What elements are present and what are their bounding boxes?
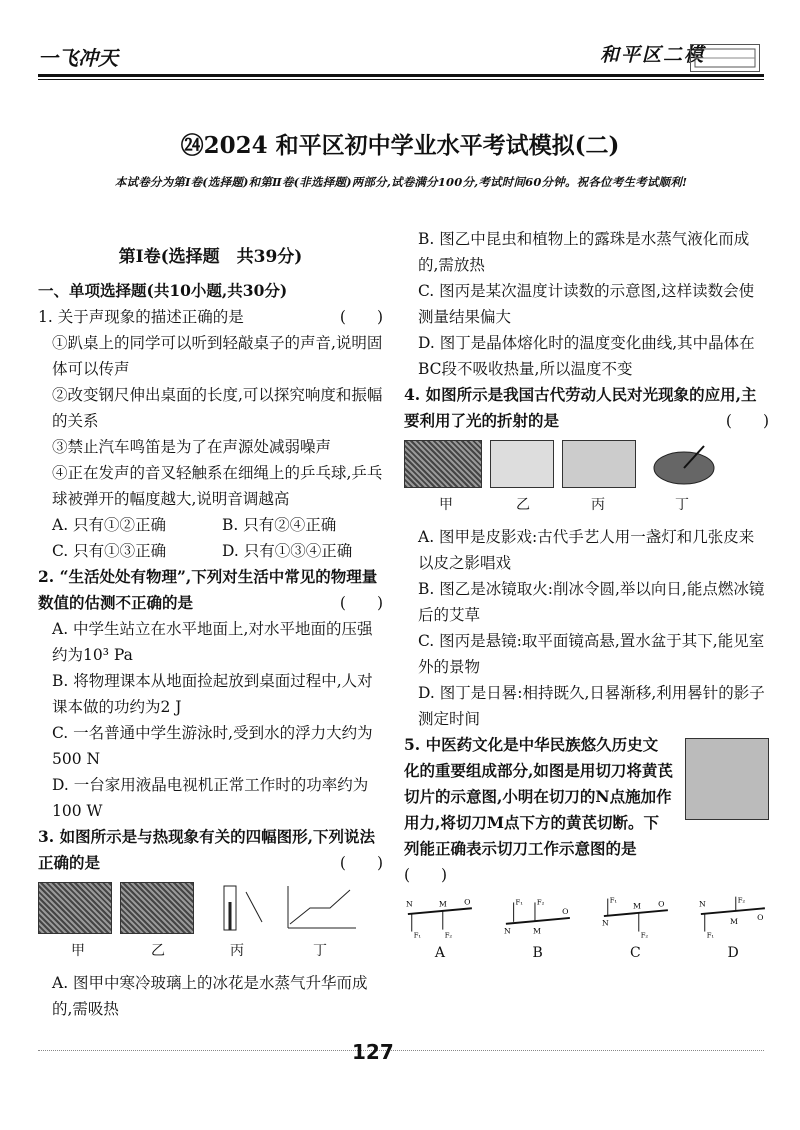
q1-options-row1: A. 只有①②正确 B. 只有②④正确 [52, 516, 337, 534]
lever-diagram-c [600, 894, 672, 940]
q1-stem: 1. 关于声现象的描述正确的是 ( ) [38, 308, 383, 326]
svg-text:F₂: F₂ [444, 931, 453, 940]
svg-text:N: N [601, 918, 609, 928]
svg-text:M: M [438, 899, 447, 909]
q5-block [404, 732, 769, 888]
melting-curve-icon [280, 882, 360, 934]
dew-image [120, 882, 194, 934]
svg-text:F₁: F₁ [413, 931, 422, 940]
exam-subtitle: 本试卷分为第Ⅰ卷(选择题)和第Ⅱ卷(非选择题)两部分,试卷满分100分,考试时间60分钟。祝各位考生考试顺利! [114, 175, 688, 189]
svg-text:O: O [561, 907, 569, 917]
q1-item-2: ②改变钢尺伸出桌面的长度,可以探究响度和振幅的关系 [52, 386, 383, 430]
header-right-title: 和平区二模 [600, 44, 706, 66]
q1-options-row2: C. 只有①③正确 D. 只有①③④正确 [52, 542, 353, 560]
header-divider-thin [38, 79, 764, 80]
header-divider [38, 74, 764, 77]
q3-option-d: D. 图丁是晶体熔化时的温度变化曲线,其中晶体在BC段不吸收热量,所以温度不变 [418, 334, 755, 378]
q4-option-d: D. 图丁是日晷:相持既久,日晷渐移,利用晷针的影子测定时间 [418, 684, 765, 728]
q1-item-4: ④正在发声的音叉轻触系在细绳上的乒乓球,乒乓球被弹开的幅度越大,说明音调越高 [52, 464, 383, 508]
q4-figures [404, 440, 769, 488]
sundial-icon [644, 440, 724, 488]
svg-text:N: N [503, 926, 511, 936]
q4-option-c: C. 图丙是悬镜:取平面镜高悬,置水盆于其下,能见室外的景物 [418, 632, 765, 676]
svg-text:M: M [730, 916, 739, 926]
lever-diagram-b [502, 894, 574, 940]
svg-text:F₂: F₂ [536, 898, 545, 907]
q5-stem: 5. 中医药文化是中华民族悠久历史文化的重要组成部分,如图是用切刀将黄芪切片的示意图,小明在切刀的N点施加作用力,将切刀M点下方的黄芪切断。下列能正确表示切刀工作示意图的是( ) [404, 735, 673, 884]
left-column [38, 238, 383, 1022]
q3-option-c: C. 图丙是某次温度计读数的示意图,这样读数会使测量结果偏大 [418, 282, 755, 326]
svg-text:N: N [699, 899, 706, 909]
svg-text:M: M [532, 926, 541, 936]
q2-option-c: C. 一名普通中学生游泳时,受到水的浮力大约为500 N [52, 724, 373, 768]
svg-text:F₂: F₂ [640, 931, 648, 940]
svg-text:O: O [657, 899, 665, 909]
svg-text:F₁: F₁ [706, 931, 715, 940]
svg-text:O: O [464, 897, 471, 907]
q2-option-a: A. 中学生站立在水平地面上,对水平地面的压强约为10³ Pa [52, 620, 373, 664]
lever-diagram-d [697, 894, 769, 940]
q3-figures [38, 882, 383, 934]
q2-option-b: B. 将物理课本从地面捡起放到桌面过程中,人对课本做的功约为2 J [52, 672, 373, 716]
q3-option-b: B. 图乙中昆虫和植物上的露珠是水蒸气液化而成的,需放热 [418, 230, 750, 274]
frost-image [38, 882, 112, 934]
svg-text:M: M [632, 901, 641, 911]
q3-stem: 3. 如图所示是与热现象有关的四幅图形,下列说法正确的是 ( ) [38, 827, 383, 872]
hanging-mirror-image [562, 440, 636, 488]
page-number: 127 [352, 1040, 394, 1064]
q3-option-a: A. 图甲中寒冷玻璃上的冰花是水蒸气升华而成的,需吸热 [52, 974, 368, 1018]
thermometer-icon [202, 882, 272, 934]
shadow-play-image [404, 440, 482, 488]
header-logo-icon [690, 44, 760, 72]
q5-lever-diagrams [404, 894, 769, 940]
q5-captions: A B C D [434, 945, 739, 961]
svg-text:F₁: F₁ [609, 896, 617, 905]
cutting-knife-image [685, 738, 769, 820]
q1-item-1: ①趴桌上的同学可以听到轻敲桌子的声音,说明固体可以传声 [52, 334, 383, 378]
q2-stem: 2. “生活处处有物理”,下列对生活中常见的物理量数值的估测不正确的是 ( ) [38, 567, 383, 612]
q4-option-b: B. 图乙是冰镜取火:削冰令圆,举以向日,能点燃冰镜后的艾草 [418, 580, 765, 624]
ice-lens-image [490, 440, 554, 488]
q3-captions: 甲 乙 丙 丁 [71, 943, 327, 959]
section-title: 第Ⅰ卷(选择题 共39分) [118, 247, 303, 267]
right-column [404, 226, 769, 966]
q4-stem: 4. 如图所示是我国古代劳动人民对光现象的应用,主要利用了光的折射的是 ( ) [404, 385, 769, 430]
svg-text:O: O [757, 912, 764, 922]
q4-captions: 甲 乙 丙 丁 [439, 497, 689, 513]
header-left-brand: 一飞冲天 [38, 46, 118, 70]
q1-item-3: ③禁止汽车鸣笛是为了在声源处减弱噪声 [52, 438, 332, 456]
lever-diagram-a [404, 894, 476, 940]
q2-option-d: D. 一台家用液晶电视机正常工作时的功率约为100 W [52, 776, 369, 820]
svg-text:F₂: F₂ [737, 896, 746, 905]
exam-title: ㉔2024 和平区初中学业水平考试模拟(二) [180, 132, 620, 159]
svg-text:N: N [405, 899, 413, 909]
q4-option-a: A. 图甲是皮影戏:古代手艺人用一盏灯和几张皮来以皮之影唱戏 [418, 528, 755, 572]
part-title: 一、单项选择题(共10小题,共30分) [38, 281, 288, 300]
footer-divider [38, 1050, 764, 1051]
svg-text:F₁: F₁ [515, 898, 523, 907]
